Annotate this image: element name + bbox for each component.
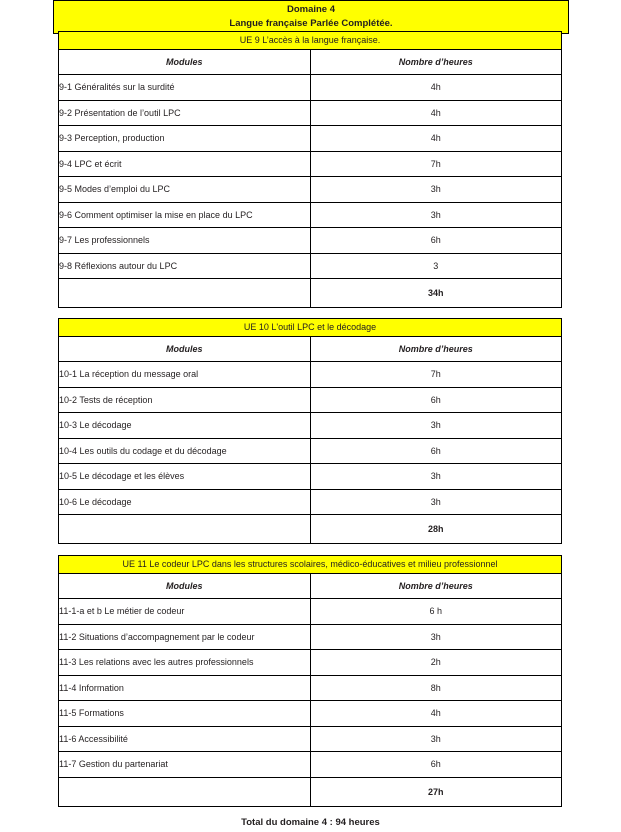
column-header-row [59, 337, 562, 362]
module-cell: 11-1-a et b Le métier de codeur [59, 599, 311, 625]
table-row [59, 599, 562, 625]
table-row [59, 675, 562, 701]
total-row-empty-cell [59, 777, 311, 806]
table-row [59, 75, 562, 101]
document-page [53, 0, 569, 34]
ue10-table [58, 318, 562, 544]
module-cell: 10-3 Le décodage [59, 413, 311, 439]
hours-cell: 7h [310, 151, 562, 177]
table-row [59, 650, 562, 676]
ue-title-cell: UE 9 L’accès à la langue française. [59, 32, 562, 50]
column-header-hours: Nombre d’heures [310, 50, 562, 75]
ue-title-cell: UE 10 L'outil LPC et le décodage [59, 319, 562, 337]
module-cell: 9-5 Modes d’emploi du LPC [59, 177, 311, 203]
module-cell: 11-6 Accessibilité [59, 726, 311, 752]
hours-cell: 3h [310, 464, 562, 490]
table-row [59, 126, 562, 152]
table-row [59, 387, 562, 413]
total-hours-cell: 28h [310, 515, 562, 544]
total-row [59, 515, 562, 544]
domaine-banner-line1: Domaine 4 [286, 4, 336, 15]
hours-cell: 3h [310, 177, 562, 203]
table-row [59, 202, 562, 228]
module-cell: 10-5 Le décodage et les élèves [59, 464, 311, 490]
module-cell: 9-6 Comment optimiser la mise en place du LPC [59, 202, 311, 228]
module-cell: 9-3 Perception, production [59, 126, 311, 152]
table-row [59, 701, 562, 727]
hours-cell: 4h [310, 100, 562, 126]
footer-total: Total du domaine 4 : 94 heures [241, 817, 380, 828]
hours-cell: 3h [310, 413, 562, 439]
hours-cell: 3h [310, 202, 562, 228]
ue11-table [58, 555, 562, 807]
module-cell: 10-4 Les outils du codage et du décodage [59, 438, 311, 464]
module-cell: 9-1 Généralités sur la surdité [59, 75, 311, 101]
table-row [59, 464, 562, 490]
hours-cell: 6 h [310, 599, 562, 625]
hours-cell: 6h [310, 228, 562, 254]
ue9-tbody [59, 32, 562, 308]
module-cell: 9-8 Réflexions autour du LPC [59, 253, 311, 279]
total-row-empty-cell [59, 279, 311, 308]
hours-cell: 4h [310, 126, 562, 152]
hours-cell: 3h [310, 489, 562, 515]
ue-title-row [59, 32, 562, 50]
ue-title-row [59, 319, 562, 337]
table-row [59, 438, 562, 464]
hours-cell: 3h [310, 624, 562, 650]
table-row [59, 100, 562, 126]
hours-cell: 4h [310, 75, 562, 101]
total-hours-cell: 27h [310, 777, 562, 806]
table-row [59, 362, 562, 388]
ue-title-cell: UE 11 Le codeur LPC dans les structures scolaires, médico-éducatives et milieu professionnel [59, 556, 562, 574]
ue11-tbody [59, 556, 562, 807]
module-cell: 11-5 Formations [59, 701, 311, 727]
total-hours-cell: 34h [310, 279, 562, 308]
hours-cell: 8h [310, 675, 562, 701]
table-row [59, 752, 562, 778]
module-cell: 10-6 Le décodage [59, 489, 311, 515]
hours-cell: 6h [310, 752, 562, 778]
table-row [59, 177, 562, 203]
table-row [59, 624, 562, 650]
domaine-banner-line2: Langue française Parlée Complétée. [229, 17, 393, 29]
column-header-row [59, 50, 562, 75]
module-cell: 9-2 Présentation de l’outil LPC [59, 100, 311, 126]
table-row [59, 489, 562, 515]
module-cell: 9-7 Les professionnels [59, 228, 311, 254]
module-cell: 11-7 Gestion du partenariat [59, 752, 311, 778]
module-cell: 11-4 Information [59, 675, 311, 701]
table-row [59, 253, 562, 279]
column-header-modules: Modules [59, 574, 311, 599]
table-row [59, 151, 562, 177]
module-cell: 10-2 Tests de réception [59, 387, 311, 413]
module-cell: 10-1 La réception du message oral [59, 362, 311, 388]
ue10-tbody [59, 319, 562, 544]
hours-cell: 2h [310, 650, 562, 676]
module-cell: 11-2 Situations d’accompagnement par le codeur [59, 624, 311, 650]
hours-cell: 6h [310, 387, 562, 413]
module-cell: 9-4 LPC et écrit [59, 151, 311, 177]
total-row [59, 279, 562, 308]
table-row [59, 228, 562, 254]
total-row-empty-cell [59, 515, 311, 544]
hours-cell: 3 [310, 253, 562, 279]
column-header-row [59, 574, 562, 599]
hours-cell: 4h [310, 701, 562, 727]
ue9-table [58, 31, 562, 308]
table-row [59, 726, 562, 752]
table-row [59, 413, 562, 439]
hours-cell: 6h [310, 438, 562, 464]
column-header-hours: Nombre d’heures [310, 574, 562, 599]
module-cell: 11-3 Les relations avec les autres professionnels [59, 650, 311, 676]
domaine-banner [53, 0, 569, 34]
column-header-modules: Modules [59, 50, 311, 75]
hours-cell: 7h [310, 362, 562, 388]
column-header-hours: Nombre d’heures [310, 337, 562, 362]
total-row [59, 777, 562, 806]
hours-cell: 3h [310, 726, 562, 752]
column-header-modules: Modules [59, 337, 311, 362]
ue-title-row [59, 556, 562, 574]
